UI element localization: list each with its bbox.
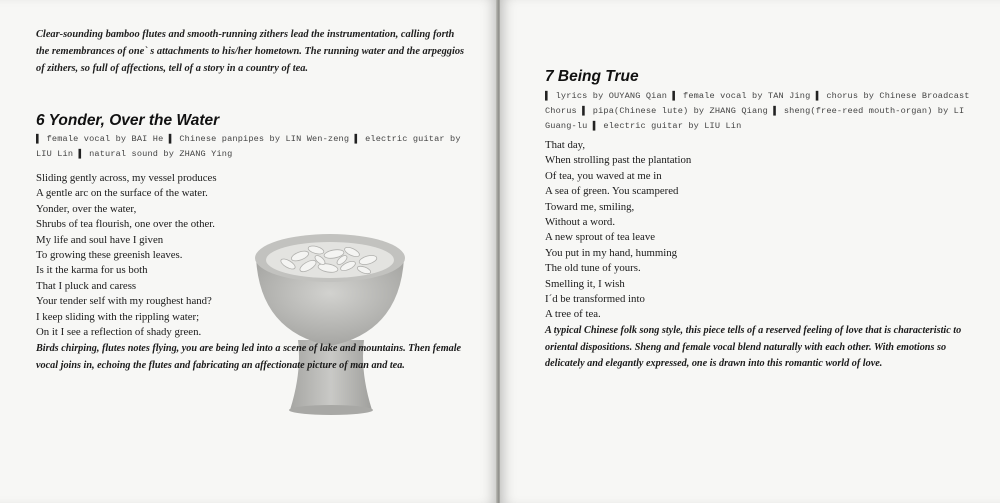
credit-separator-icon: ▌ <box>592 121 599 131</box>
track-5-commentary: Clear-sounding bamboo flutes and smooth-running zithers lead the instrumentation, calling forth the remembrances of oneˋ s attachments to his/her hometown. The running water and the arpeggios of zithers, so full of affections, tell of a story in a country of tea. <box>36 29 465 74</box>
credit-entry: pipa(Chinese lute) by ZHANG Qiang <box>592 106 768 116</box>
track-7-credits <box>545 89 970 134</box>
credit-separator-icon: ▌ <box>545 91 551 101</box>
lyric-line: The old tune of yours. <box>545 262 641 275</box>
track-7-commentary: A typical Chinese folk song style, this piece tells of a reserved feeling of love that is characteristic to oriental dispositions. Sheng and female vocal blend naturally with each other. With emotions so delicately and elegantly expressed, one is drawn into this romantic world of love. <box>545 325 962 370</box>
lyric-line: Toward me, smiling, <box>545 200 635 213</box>
lyric-line: You put in my hand, humming <box>545 246 678 259</box>
track-7-lyrics <box>545 138 691 323</box>
tea-bowl-illustration <box>250 222 410 417</box>
lyric-line: Without a word. <box>545 216 616 229</box>
track-6-commentary: Birds chirping, flutes notes flying, you are being led into a scene of lake and mountains. Then female vocal joins in, echoing the flutes and fabricating an affectionate picture of man and tea. <box>36 343 462 371</box>
lyric-line: That I pluck and caress <box>36 279 137 292</box>
lyric-line: A new sprout of tea leave <box>545 231 656 244</box>
credit-separator-icon: ▌ <box>773 106 779 116</box>
credit-entry: lyrics by OUYANG Qian <box>555 91 668 101</box>
left-page <box>0 0 497 503</box>
credit-entry: female vocal by BAI He <box>46 134 164 144</box>
lyric-line: My life and soul have I given <box>36 233 164 246</box>
credit-separator-icon: ▌ <box>78 149 84 159</box>
credit-separator-icon: ▌ <box>815 91 822 101</box>
lyric-line: A tree of tea. <box>545 308 601 321</box>
track-6-title: 6 Yonder, Over the Water <box>36 112 220 129</box>
lyric-line: Is it the karma for us both <box>36 264 148 277</box>
credit-entry: natural sound by ZHANG Ying <box>89 149 233 159</box>
lyric-line: A sea of green. You scampered <box>545 185 679 198</box>
credit-entry: chorus by Chinese Broadcast Chorus <box>545 91 970 116</box>
lyric-line: When strolling past the plantation <box>545 154 692 167</box>
credit-separator-icon: ▌ <box>36 134 42 144</box>
lyric-line: Yonder, over the water, <box>36 202 137 215</box>
credit-entry: Chinese panpipes by LIN Wen-zeng <box>179 134 350 144</box>
lyric-line: Of tea, you waved at me in <box>545 169 662 182</box>
lyric-line: That day, <box>545 139 586 151</box>
credit-separator-icon: ▌ <box>168 134 175 144</box>
track-6-credits <box>36 132 476 162</box>
lyric-line: Shrubs of tea flourish, one over the other. <box>36 218 216 231</box>
lyric-line: On it I see a reflection of shady green. <box>36 326 202 339</box>
credit-entry: electric guitar by LIU Lin <box>36 134 461 159</box>
credit-entry: electric guitar by LIU Lin <box>603 121 742 131</box>
lyric-line: Sliding gently across, my vessel produces <box>36 172 217 184</box>
credit-separator-icon: ▌ <box>672 91 678 101</box>
lyric-line: To growing these greenish leaves. <box>36 249 183 262</box>
credit-separator-icon: ▌ <box>582 106 588 116</box>
track-6-lyrics <box>36 171 217 340</box>
right-page <box>500 0 1000 503</box>
track-7-title: 7 Being True <box>545 68 639 85</box>
credit-separator-icon: ▌ <box>354 134 360 144</box>
credit-entry: sheng(free-reed mouth-organ) by LI Guang-lu <box>545 106 965 131</box>
lyric-line: I keep sliding with the rippling water; <box>36 310 200 323</box>
lyric-line: I´d be transformed into <box>545 293 645 306</box>
credit-entry: female vocal by TAN Jing <box>683 91 811 101</box>
lyric-line: Your tender self with my roughest hand? <box>36 295 212 308</box>
lyric-line: A gentle arc on the surface of the water. <box>36 187 208 200</box>
lyric-line: Smelling it, I wish <box>545 277 625 290</box>
